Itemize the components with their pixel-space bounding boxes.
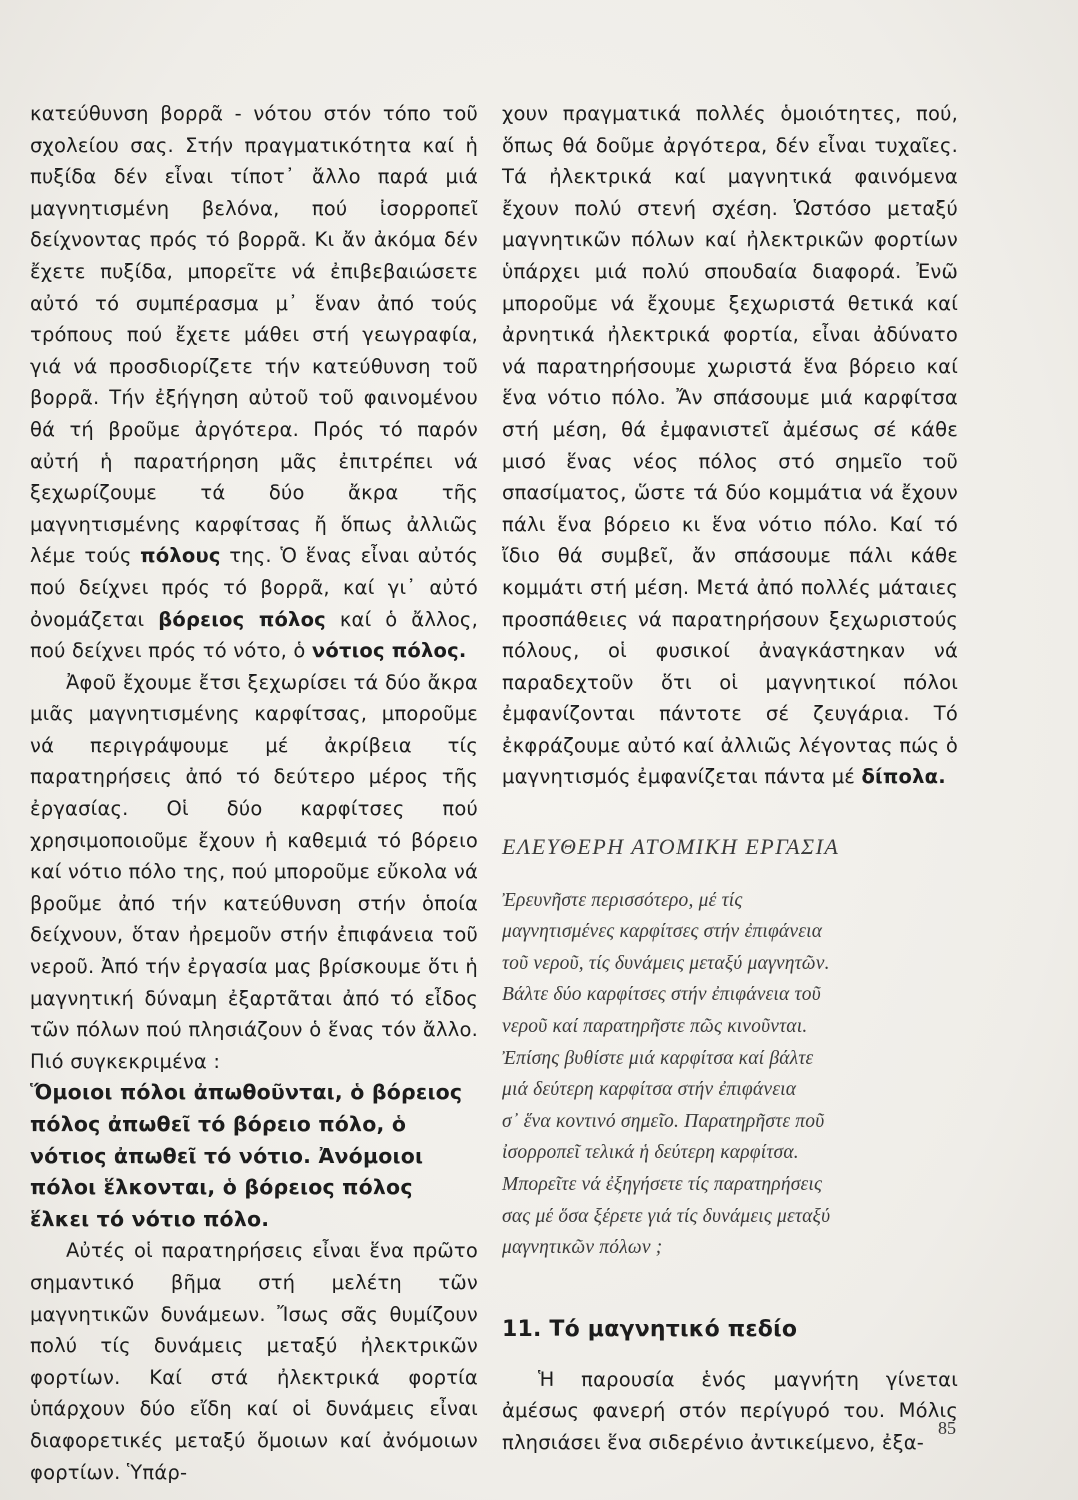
exercise-line: τοῦ νεροῦ, τίς δυνάμεις μεταξύ μαγνητῶν.	[502, 952, 830, 974]
exercise-line: Ἐπίσης βυθίστε μιά καρφίτσα καί βάλτε	[502, 1047, 814, 1069]
exercise-line: μαγνητικῶν πόλων ;	[502, 1237, 663, 1259]
exercise-line: Ἐρευνῆστε περισσότερο, μέ τίς	[502, 889, 743, 911]
paragraph: Ἡ παρουσία ἑνός μαγνήτη γίνεται ἀμέσως φανερή στόν περίγυρό του. Μόλις πλησιάσει ἕνα σιδερένιο ἀντικείμενο, ἐξα-	[502, 1367, 958, 1454]
exercise-line: μαγνητισμένες καρφίτσες στήν ἐπιφάνεια	[502, 921, 823, 943]
page-number: 85	[938, 1418, 956, 1438]
exercise-line: μιά δεύτερη καρφίτσα στήν ἐπιφάνεια	[502, 1079, 797, 1101]
text-run: κατεύθυνση βορρᾶ - νότου στόν τόπο τοῦ σχολείου σας. Στήν πραγματικότητα καί ἡ πυξίδα δέν εἶναι τίποτ᾽ ἄλλο παρά μιά μαγνητισμένη βελόνα, πού ἰσορροπεῖ δείχνοντας πρός τό βορρᾶ. Κι ἄν ἀκόμα δέν ἔχετε πυξίδα, μπορεῖτε νά ἐπιβεβαιώσετε αὐτό τό συμπέρασμα μ᾽ ἕναν ἀπό τούς τρόπους πού ἔχετε μάθει στή γεωγραφία, γιά νά προσδιορίζετε τήν κατεύθυνση τοῦ βορρᾶ. Τήν ἐξήγηση αὐτοῦ τοῦ φαινομένου θά τή βροῦμε ἀργότερα. Πρός τό παρόν αὐτή ἡ παρατήρηση μᾶς ἐπιτρέπει νά ξεχωρίζουμε τά δύο ἄκρα τῆς μαγνητισμένης καρφίτσας ἤ ὅπως ἀλλιῶς λέμε τούς	[30, 102, 478, 568]
section-title: ΕΛΕΥΘΕΡΗ ΑΤΟΜΙΚΗ ΕΡΓΑΣΙΑ	[502, 834, 840, 860]
bold-term-north-pole: βόρειος πόλος	[158, 607, 326, 631]
text-run: καί ὁ ἄλλος, πού δείχνει πρός τό νότο, ὁ	[30, 607, 478, 663]
exercise-line: νεροῦ καί παρατηρῆστε πῶς κινοῦνται.	[502, 1016, 808, 1038]
text-run: της. Ὁ ἕνας εἶναι αὐτός πού δείχνει πρός τό βορρᾶ, καί γι᾽ αὐτό ὀνομάζεται	[30, 544, 479, 631]
paragraph: Ἀφοῦ ἔχουμε ἔτσι ξεχωρίσει τά δύο ἄκρα μιᾶς μαγνητισμένης καρφίτσας, μποροῦμε νά περιγράψουμε μέ ἀκρίβεια τίς παρατηρήσεις ἀπό τό δεύτερο μέρος τῆς ἐργασίας. Οἱ δύο καρφίτσες πού χρησιμοποιοῦμε ἔχουν ἡ καθεμιά τό βόρειο καί νότιο πόλο της, πού μποροῦμε εὔκολα νά βροῦμε ἀπό τήν κατεύθυνση στήν ὁποία δείχνουν, ὅταν ἠρεμοῦν στήν ἐπιφάνεια τοῦ νεροῦ. Ἀπό τήν ἐργασία μας βρίσκουμε ὅτι ἡ μαγνητική δύναμη ἐξαρτᾶται ἀπό τό εἶδος τῶν πόλων πού πλησιάζουν ὁ ἕνας τόν ἄλλο. Πιό συγκεκριμένα :	[30, 670, 478, 1073]
right-column	[502, 98, 958, 1459]
bold-term-poles: πόλους	[140, 544, 221, 568]
exercise-line: σας μέ ὅσα ξέρετε γιά τίς δυνάμεις μεταξύ	[502, 1205, 831, 1227]
bold-term-south-pole: νότιος πόλος.	[311, 639, 467, 663]
paragraph	[502, 98, 958, 793]
left-column	[30, 98, 478, 1488]
bold-term-dipoles: δίπολα.	[861, 765, 946, 789]
text-run: χουν πραγματικά πολλές ὁμοιότητες, πού, ὅπως θά δοῦμε ἀργότερα, δέν εἶναι τυχαῖες. Τά ἠλεκτρικά καί μαγνητικά φαινόμενα ἔχουν πολύ στενή σχέση. Ὡστόσο μεταξύ μαγνητικῶν πόλων καί ἠλεκτρικῶν φορτίων ὑπάρχει μιά πολύ σπουδαία διαφορά. Ἐνῶ μποροῦμε νά ἔχουμε ξεχωριστά θετικά καί ἀρνητικά ἠλεκτρικά φορτία, εἶναι ἀδύνατο νά παρατηρήσουμε χωριστά ἕνα βόρειο καί ἕνα νότιο πόλο. Ἄν σπάσουμε μιά καρφίτσα στή μέση, θά ἐμφανιστεῖ ἀμέσως σέ κάθε μισό ἕνας νέος πόλος στό σημεῖο τοῦ σπασίματος, ὥστε τά δύο κομμάτια νά ἔχουν πάλι ἕνα βόρειο κι ἕνα νότιο πόλο. Καί τό ἴδιο θά συμβεῖ, ἄν σπάσουμε πάλι κάθε κομμάτι στή μέση. Μετά ἀπό πολλές μάταιες προσπάθειες νά παρατηρήσουν ξεχωριστούς πόλους, οἱ φυσικοί ἀναγκάστηκαν νά παραδεχτοῦν ὅτι οἱ μαγνητικοί πόλοι ἐμφανίζονται πάντοτε σέ ζευγάρια. Τό ἐκφράζουμε αὐτό καί ἀλλιῶς λέγοντας πώς ὁ μαγνητισμός ἐμφανίζεται πάντα μέ	[502, 102, 958, 789]
exercise-line: ἰσορροπεῖ τελικά ἡ δεύτερη καρφίτσα.	[502, 1142, 799, 1164]
paragraph	[30, 98, 478, 667]
rule-statement: Ὅμοιοι πόλοι ἀπωθοῦνται, ὁ βόρειος πόλος ἀπωθεῖ τό βόρειο πόλο, ὁ νότιος ἀπωθεῖ τό νότιο. Ἀνόμοιοι πόλοι ἕλκονται, ὁ βόρειος πόλος ἕλκει τό νότιο πόλο.	[30, 1080, 463, 1231]
chapter-heading: 11. Τό μαγνητικό πεδίο	[502, 1316, 798, 1342]
exercise-text	[502, 885, 958, 1264]
paragraph: Αὐτές οἱ παρατηρήσεις εἶναι ἕνα πρῶτο σημαντικό βῆμα στή μελέτη τῶν μαγνητικῶν δυνάμεων. Ἴσως σᾶς θυμίζουν πολύ τίς δυνάμεις μεταξύ ἠλεκτρικῶν φορτίων. Καί στά ἠλεκτρικά φορτία ὑπάρχουν δύο εἴδη καί οἱ δυνάμεις εἶναι διαφορετικές μεταξύ ὅμοιων καί ἀνόμοιων φορτίων. Ὑπάρ-	[30, 1239, 478, 1484]
exercise-line: σ᾽ ἕνα κοντινό σημεῖο. Παρατηρῆστε ποῦ	[502, 1110, 825, 1132]
exercise-line: Μπορεῖτε νά ἐξηγήσετε τίς παρατηρήσεις	[502, 1174, 823, 1195]
exercise-line: Βάλτε δύο καρφίτσες στήν ἐπιφάνεια τοῦ	[502, 984, 821, 1006]
